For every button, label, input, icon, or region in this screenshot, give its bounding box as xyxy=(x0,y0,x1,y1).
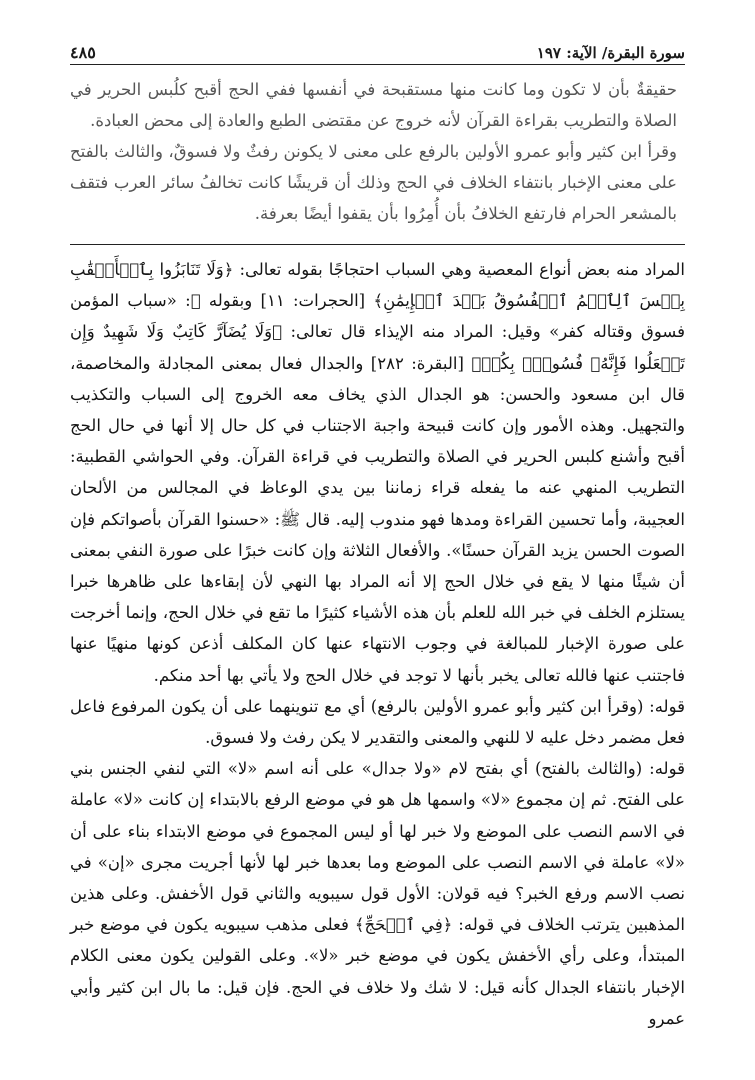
header-divider xyxy=(70,64,685,65)
matn-paragraph-1: حقيقةٌ بأن لا تكون وما كانت منها مستقبحة في أنفسها ففي الحج أقبح كلُبس الحرير في الصلاة والتطريب بقراءة القرآن لأنه خروج عن مقتضى الطبع والعادة إلى محض العبادة. xyxy=(70,80,677,130)
sharh-section xyxy=(70,254,685,1034)
matn-section xyxy=(70,74,677,229)
page-header xyxy=(70,34,685,62)
surah-label: سورة البقرة/ الآية: ١٩٧ xyxy=(536,44,685,62)
section-divider xyxy=(70,244,685,245)
matn-paragraph-2: وقرأ ابن كثير وأبو عمرو الأولين بالرفع على معنى لا يكونن رفثٌ ولا فسوقٌ، والثالث بالفتح على معنى الإخبار بانتفاء الخلاف في الحج وذلك أن قريشًا كانت تخالفُ سائر العرب فتقف بالمشعر الحرام فارتفع الخلافُ بأن أُمِرُوا بأن يقفوا أيضًا بعرفة. xyxy=(70,142,677,223)
sharh-paragraph-1: المراد منه بعض أنواع المعصية وهي السباب احتجاجًا بقوله تعالى: ﴿وَلَا تَنَابَزُوا بِٱلۡأَلۡقَٰبِ بِئۡسَ ٱلِٱسۡمُ ٱلۡفُسُوقُ بَعۡدَ ٱلۡإِيمَٰنِ﴾ [الحجرات: ١١] وبقوله ﷺ: «سباب المؤمن فسوق وقتاله كفر» وقيل: المراد منه الإيذاء قال تعالى: ﴿وَلَا يُضَآرَّ كَاتِبٌ وَلَا شَهِيدٌ وَإِن تَفۡعَلُوا فَإِنَّهُۥ فُسُوقُۢ بِكُمۡ﴾ [البقرة: ٢٨٢] والجدال فعال بمعنى المجادلة والمخاصمة، قال ابن مسعود والحسن: هو الجدال الذي يخاف معه الخروج إلى السباب والتكذيب والتجهيل. وهذه الأمور وإن كانت قبيحة واجبة الاجتناب في كل حال إلا أنها في حال الحج أقبح وأشنع كلبس الحرير في الصلاة والتطريب في قراءة القرآن. وفي الحواشي القطبية: التطريب المنهي عنه ما يفعله قراء زماننا بين يدي الوعاظ في المجالس من الألحان العجيبة، وأما تحسين القراءة ومدها فهو مندوب إليه. قال ﷺ: «حسنوا القرآن بأصواتكم فإن الصوت الحسن يزيد القرآن حسنًا». والأفعال الثلاثة وإن كانت خبرًا على صورة النفي بمعنى أن شيئًا منها لا يقع في خلال الحج إلا أنه المراد بها النهي لأن إبقاءها على ظاهرها خبرا يستلزم الخلف في خبر الله للعلم بأن هذه الأشياء كثيرًا ما تقع في خلال الحج، وإنما أخرجت على صورة الإخبار للمبالغة في وجوب الانتهاء عنها كان المكلف أذعن كونها منهيًا عنها فاجتنب عنها فالله تعالى يخبر بأنها لا توجد في خلال الحج ولا يأتي بها أحد منكم. xyxy=(70,260,685,685)
sharh-paragraph-2: قوله: (وقرأ ابن كثير وأبو عمرو الأولين بالرفع) أي مع تنوينهما على أن يكون المرفوع فاعل فعل مضمر دخل عليه لا للنهي والمعنى والتقدير لا يكن رفث ولا فسوق. xyxy=(70,696,685,748)
sharh-paragraph-3: قوله: (والثالث بالفتح) أي بفتح لام «ولا جدال» على أنه اسم «لا» التي لنفي الجنس بني على الفتح. ثم إن مجموع «لا» واسمها هل هو في موضع الرفع بالابتداء إن كانت «لا» عاملة في الاسم النصب على الموضع ولا خبر لها أو ليس المجموع في موضع الابتداء بناء على أن «لا» عاملة في الاسم النصب على الموضع وما بعدها خبر لها لأنها أجريت مجرى «إن» في نصب الاسم ورفع الخبر؟ فيه قولان: الأول قول سيبويه والثاني قول الأخفش. وعلى هذين المذهبين يترتب الخلاف في قوله: ﴿فِي ٱلۡحَجِّ﴾ فعلى مذهب سيبويه يكون في موضع خبر المبتدأ، وعلى رأي الأخفش يكون في موضع خبر «لا». وعلى القولين يكون معنى الكلام الإخبار بانتفاء الجدال كأنه قيل: لا شك ولا خلاف في الحج. فإن قيل: ما بال ابن كثير وأبي عمرو xyxy=(70,759,685,1028)
page-number: ٤٨٥ xyxy=(70,43,96,62)
